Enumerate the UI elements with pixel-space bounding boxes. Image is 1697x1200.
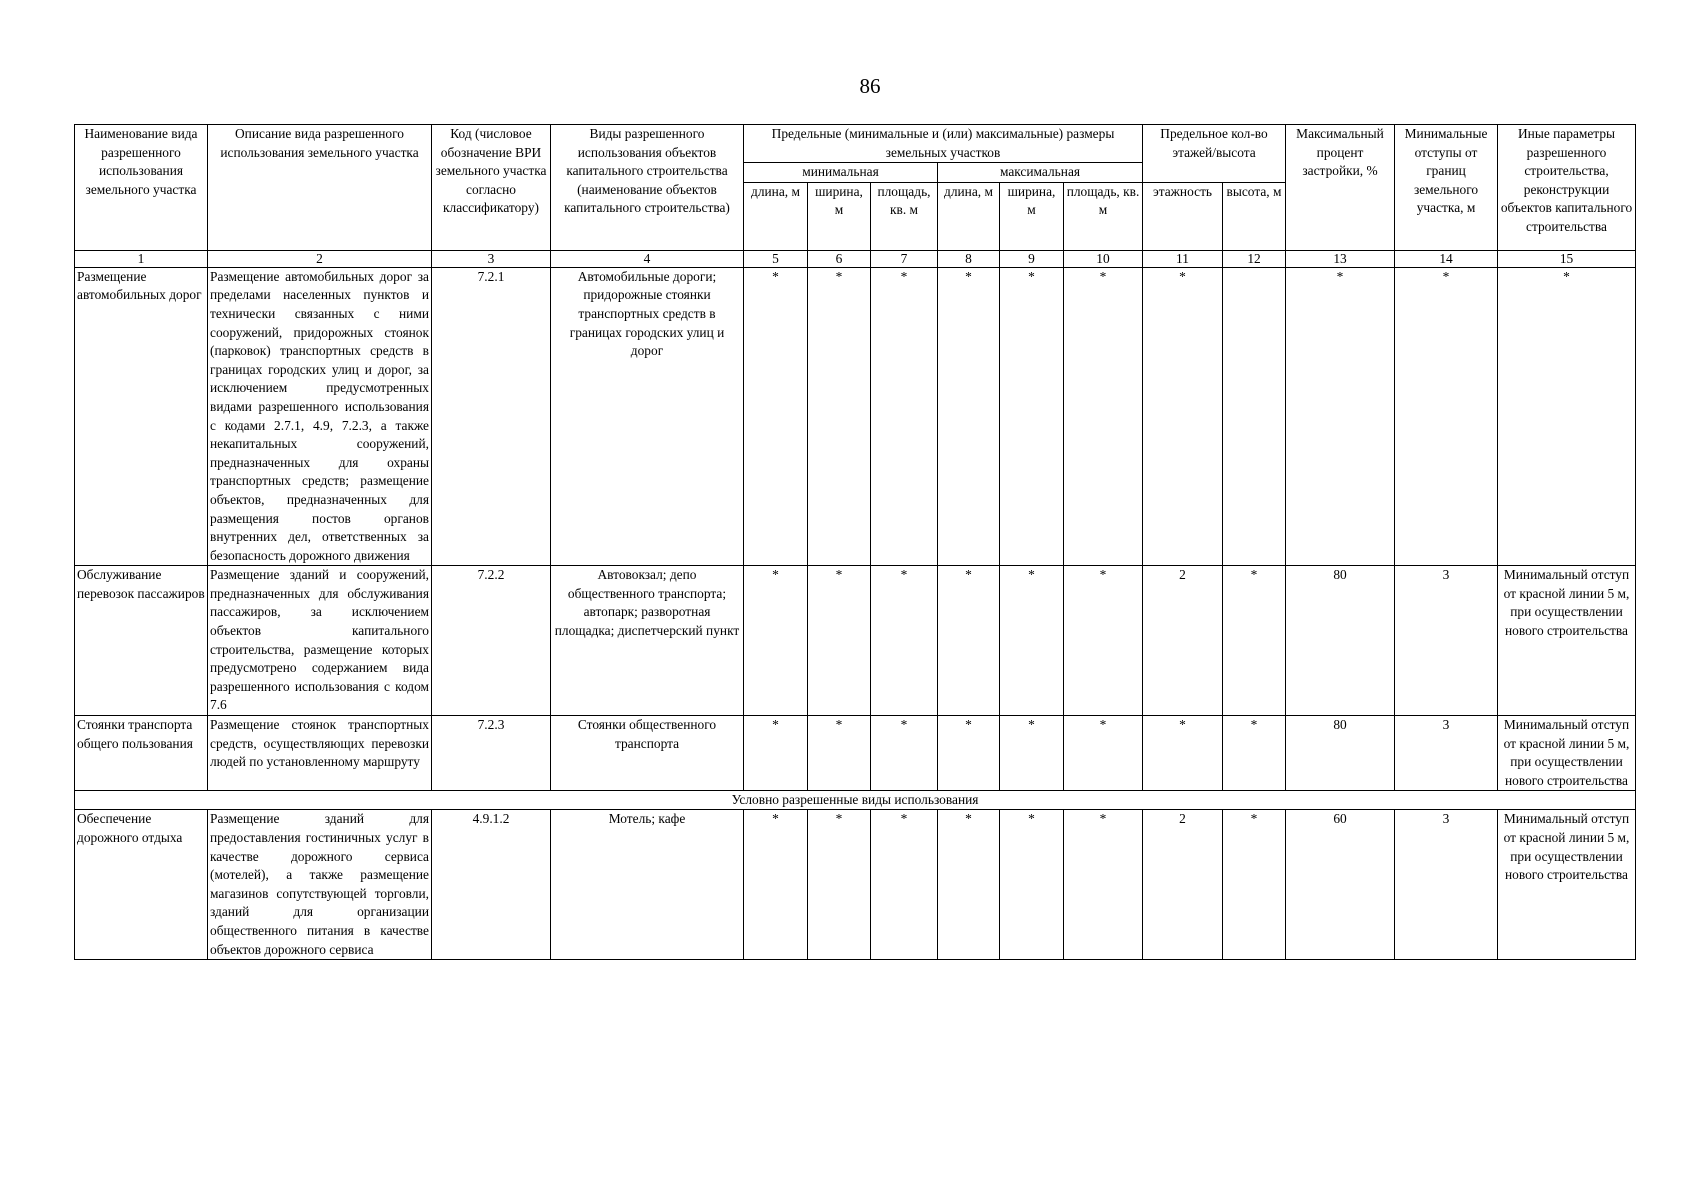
floors-value: 2: [1143, 566, 1223, 716]
min-area-value: *: [871, 716, 938, 791]
max-percent-value: 60: [1286, 810, 1395, 960]
floors-value: 2: [1143, 810, 1223, 960]
use-objects: Автовокзал; депо общественного транспорта; автопарк; разворотная площадка; диспетчерский пункт: [551, 566, 744, 716]
column-number: 2: [208, 250, 432, 267]
column-number: 9: [1000, 250, 1064, 267]
column-number-row: [75, 250, 1636, 267]
header-floors-group: Предельное кол-во этажей/высота: [1143, 125, 1286, 183]
header-min-area: площадь, кв. м: [871, 182, 938, 250]
header-minimum: минимальная: [744, 163, 938, 183]
use-description: Размещение зданий и сооружений, предназначенных для обслуживания пассажиров, за исключением объектов капитального строительства, размещение которых предусмотрено содержанием вида разрешенного использования с кодом 7.6: [208, 566, 432, 716]
header-name: Наименование вида разрешенного использования земельного участка: [75, 125, 208, 251]
use-objects: Стоянки общественного транспорта: [551, 716, 744, 791]
section-title: Условно разрешенные виды использования: [75, 791, 1636, 810]
other-params-value: Минимальный отступ от красной линии 5 м, при осуществлении нового строительства: [1498, 566, 1636, 716]
table-row: [75, 716, 1636, 791]
use-code: 7.2.1: [432, 267, 551, 566]
height-value: *: [1223, 566, 1286, 716]
use-name: Стоянки транспорта общего пользования: [75, 716, 208, 791]
min-width-value: *: [808, 566, 871, 716]
column-number: 3: [432, 250, 551, 267]
table-row: [75, 566, 1636, 716]
other-params-value: Минимальный отступ от красной линии 5 м, при осуществлении нового строительства: [1498, 810, 1636, 960]
section-row: [75, 791, 1636, 810]
min-length-value: *: [744, 716, 808, 791]
other-params-value: Минимальный отступ от красной линии 5 м, при осуществлении нового строительства: [1498, 716, 1636, 791]
page-number: 86: [859, 74, 881, 98]
use-code: 4.9.1.2: [432, 810, 551, 960]
column-number: 15: [1498, 250, 1636, 267]
min-setback-value: *: [1395, 267, 1498, 566]
max-length-value: *: [938, 716, 1000, 791]
header-max-length: длина, м: [938, 182, 1000, 250]
height-value: [1223, 267, 1286, 566]
max-percent-value: *: [1286, 267, 1395, 566]
header-height: высота, м: [1223, 182, 1286, 250]
column-number: 1: [75, 250, 208, 267]
max-length-value: *: [938, 566, 1000, 716]
min-area-value: *: [871, 267, 938, 566]
min-width-value: *: [808, 716, 871, 791]
min-length-value: *: [744, 566, 808, 716]
use-objects: Автомобильные дороги; придорожные стоянки транспортных средств в границах городских улиц и дорог: [551, 267, 744, 566]
height-value: *: [1223, 810, 1286, 960]
max-area-value: *: [1064, 716, 1143, 791]
table-header: [75, 125, 1636, 251]
min-area-value: *: [871, 810, 938, 960]
min-setback-value: 3: [1395, 810, 1498, 960]
max-percent-value: 80: [1286, 566, 1395, 716]
use-description: Размещение стоянок транспортных средств, осуществляющих перевозки людей по установленному маршруту: [208, 716, 432, 791]
min-length-value: *: [744, 267, 808, 566]
column-number: 6: [808, 250, 871, 267]
max-width-value: *: [1000, 716, 1064, 791]
column-number: 10: [1064, 250, 1143, 267]
column-number: 4: [551, 250, 744, 267]
use-name: Обеспечение дорожного отдыха: [75, 810, 208, 960]
use-objects: Мотель; кафе: [551, 810, 744, 960]
header-max-width: ширина, м: [1000, 182, 1064, 250]
use-code: 7.2.2: [432, 566, 551, 716]
max-length-value: *: [938, 810, 1000, 960]
column-number: 8: [938, 250, 1000, 267]
max-width-value: *: [1000, 566, 1064, 716]
table-row: [75, 810, 1636, 960]
column-number: 13: [1286, 250, 1395, 267]
table-row: [75, 267, 1636, 566]
min-length-value: *: [744, 810, 808, 960]
min-area-value: *: [871, 566, 938, 716]
min-width-value: *: [808, 810, 871, 960]
header-description: Описание вида разрешенного использования земельного участка: [208, 125, 432, 251]
max-area-value: *: [1064, 267, 1143, 566]
max-length-value: *: [938, 267, 1000, 566]
column-number: 7: [871, 250, 938, 267]
column-number: 14: [1395, 250, 1498, 267]
max-area-value: *: [1064, 810, 1143, 960]
use-code: 7.2.3: [432, 716, 551, 791]
min-setback-value: 3: [1395, 716, 1498, 791]
header-max-area: площадь, кв. м: [1064, 182, 1143, 250]
use-description: Размещение зданий для предоставления гостиничных услуг в качестве дорожного сервиса (мотелей), а также размещение магазинов сопутствующей торговли, зданий для организации общественного питания в качестве объектов дорожного сервиса: [208, 810, 432, 960]
header-min-width: ширина, м: [808, 182, 871, 250]
header-maximum: максимальная: [938, 163, 1143, 183]
header-min-length: длина, м: [744, 182, 808, 250]
max-width-value: *: [1000, 267, 1064, 566]
max-area-value: *: [1064, 566, 1143, 716]
use-name: Обслуживание перевозок пассажиров: [75, 566, 208, 716]
header-other-params: Иные параметры разрешенного строительства, реконструкции объектов капитального строительства: [1498, 125, 1636, 251]
column-number: 11: [1143, 250, 1223, 267]
floors-value: *: [1143, 267, 1223, 566]
header-plot-limits: Предельные (минимальные и (или) максимальные) размеры земельных участков: [744, 125, 1143, 163]
use-description: Размещение автомобильных дорог за пределами населенных пунктов и технически связанных с ними сооружений, придорожных стоянок (парковок) транспортных средств в границах городских улиц и дорог, за исключением предусмотренных видами разрешенного использования с кодами 2.7.1, 4.9, 7.2.3, а также некапитальных сооружений, предназначенных для охраны транспортных средств; размещение объектов, предназначенных для размещения постов органов внутренних дел, ответственных за безопасность дорожного движения: [208, 267, 432, 566]
height-value: *: [1223, 716, 1286, 791]
use-name: Размещение автомобильных дорог: [75, 267, 208, 566]
column-number: 5: [744, 250, 808, 267]
max-percent-value: 80: [1286, 716, 1395, 791]
other-params-value: *: [1498, 267, 1636, 566]
header-floors: этажность: [1143, 182, 1223, 250]
header-max-percent: Максимальный процент застройки, %: [1286, 125, 1395, 251]
min-width-value: *: [808, 267, 871, 566]
land-use-table: [74, 124, 1636, 960]
min-setback-value: 3: [1395, 566, 1498, 716]
floors-value: *: [1143, 716, 1223, 791]
header-code: Код (числовое обозначение ВРИ земельного участка согласно классификатору): [432, 125, 551, 251]
max-width-value: *: [1000, 810, 1064, 960]
header-objects: Виды разрешенного использования объектов капитального строительства (наименование объектов капитального строительства): [551, 125, 744, 251]
column-number: 12: [1223, 250, 1286, 267]
header-min-setback: Минимальные отступы от границ земельного участка, м: [1395, 125, 1498, 251]
